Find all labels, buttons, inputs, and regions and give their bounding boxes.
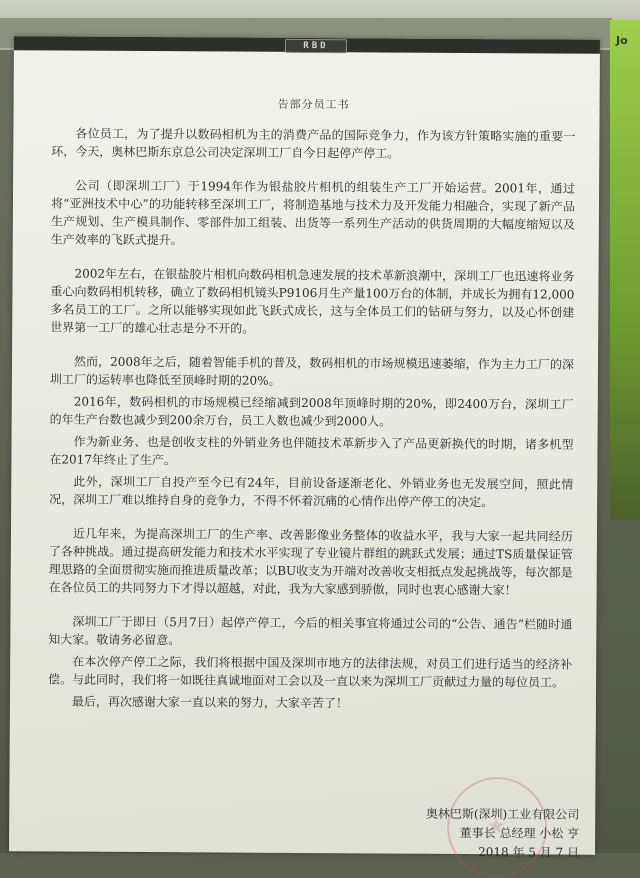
paragraph-decision: 此外，深圳工厂自投产至今已有24年，目前设备逐渐老化、外销业务也无发展空间，照此情况，深圳工厂难以维持自身的竞争力，不得不怀着沉痛的心情作出停产停工的决定。 xyxy=(49,474,574,510)
paragraph-decline-1: 然而，2008年之后，随着智能手机的普及，数码相机的市场规模迅速萎缩，作为主力工厂的深圳工厂的运转率也降低至顶峰时期的20%。 xyxy=(49,354,575,388)
paragraph-compensation: 在本次停产停工之际，我们将根据中国及深圳市地方的法律法规，对员工们进行适当的经济补偿。与此同时，我们将一如既往真诚地面对工会以及一直以来为深圳工厂贡献过力量的每位员工。 xyxy=(48,654,573,690)
signature-block xyxy=(399,805,579,863)
notice-body xyxy=(48,94,576,729)
signature-signer: 董事长 总经理 小松 亨 xyxy=(459,825,580,841)
paragraph-decline-2: 2016年，数码相机的市场规模已经缩减到2008年顶峰时期的20%，即2400万台，深圳工厂的年生产台数也减少到200余万台，员工人数也减少到2000人。 xyxy=(49,394,574,429)
notice-paper xyxy=(9,36,600,860)
paper-header-bar xyxy=(14,36,600,54)
signature-company: 奥林巴斯(深圳)工业有限公司 xyxy=(425,806,580,822)
paragraph-decline-3: 作为新业务、也是创收支柱的外销业务也伴随技术革新步入了产品更新换代的时期，诸多机型在2017年终止了生产。 xyxy=(49,434,574,468)
paragraph-closing: 最后，再次感谢大家一直以来的努力，大家辛苦了！ xyxy=(71,694,348,711)
rbd-logo: RBD xyxy=(285,39,347,53)
paragraph-history-2: 2002年左右，在银盐胶片相机向数码相机急速发展的技术革新浪潮中，深圳工厂也迅速将业务重心向数码相机转移，确立了数码相机镜头P9106月生产量100万台的体制，并成长为拥有12,000多名员工的工厂。之所以能够实现如此飞跃式成长，这与全体员工们的钻研与努力，以及心怀创建世界第一工厂的雄心壮志是分不开的。 xyxy=(50,266,575,336)
paragraph-history-1: 公司（即深圳工厂）于1994年作为银盐胶片相机的组装生产工厂开始运营。2001年，通过将“亚洲技术中心”的功能转移至深圳工厂，将制造基地与技术力及开发能力相融合，实现了新产品生产规划、生产模具制作、零部件加工组装、出货等一系列生产活动的供货周期的大幅度缩短以及生产效率的飞跃式提升。 xyxy=(50,178,576,248)
notice-title: 告部分员工书 xyxy=(277,97,350,112)
signature-date: 2018 年 5 月 7 日 xyxy=(478,845,580,860)
paragraph-intro: 各位员工，为了提升以数码相机为主的消费产品的国际竞争力，作为该方针策略实施的重要一环，今天，奥林巴斯东京总公司决定深圳工厂自今日起停产停工。 xyxy=(51,126,576,161)
paragraph-closure-date: 深圳工厂于即日（5月7日）起停产停工，今后的相关事宜将通过公司的“公告、通告”栏随时通知大家。敬请务必留意。 xyxy=(48,614,573,648)
adjacent-poster-label: Jo xyxy=(616,34,628,47)
paragraph-thanks: 近几年来，为提高深圳工厂的生产率、改善影像业务整体的收益水平，我与大家一起共同经历了各种挑战。通过提高研发能力和技术水平实现了专业镜片群组的跳跃式发展；通过TS质量保证管理思路的全面贯彻实施而推进质量改革；以BU收支为开端对改善收支相抵点发起挑战等，每次都是在各位员工的共同努力下才得以超越，对此，我为大家感到骄傲，同时也衷心感谢大家！ xyxy=(48,526,574,598)
adjacent-poster xyxy=(610,20,640,520)
